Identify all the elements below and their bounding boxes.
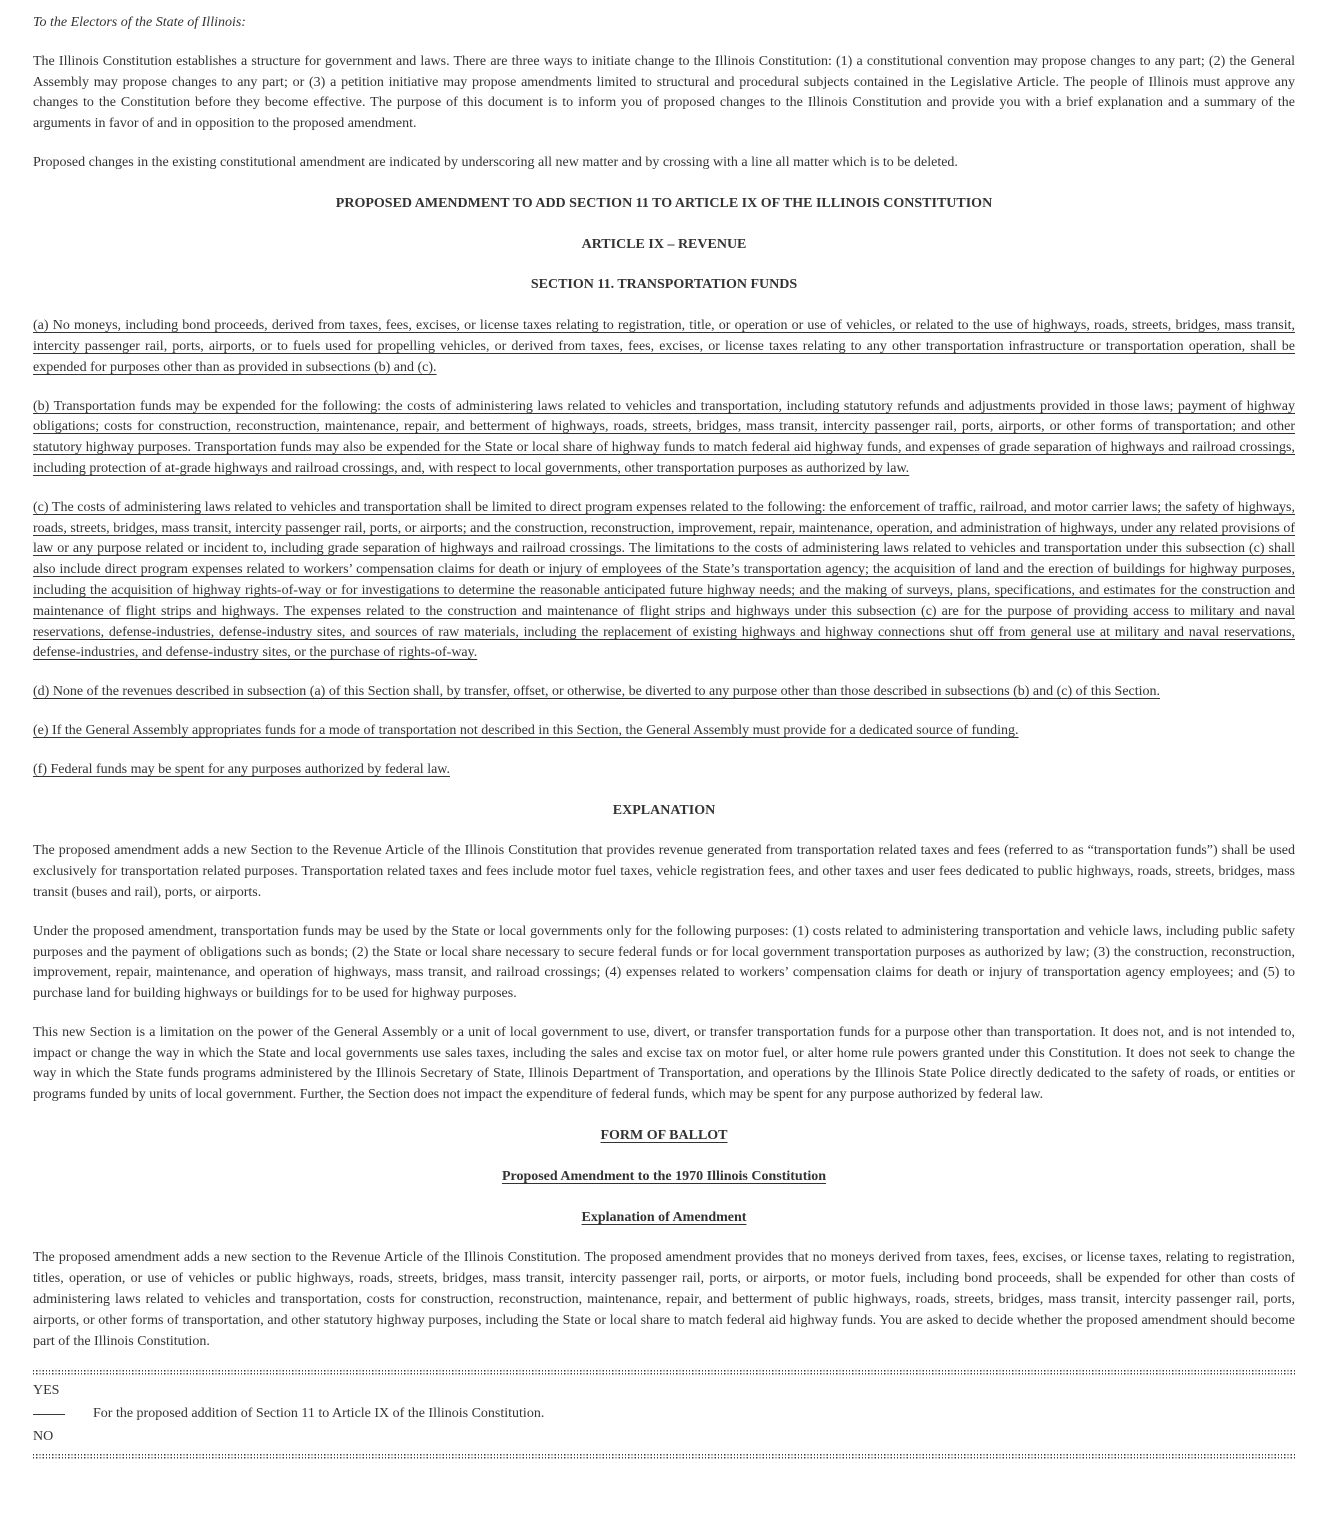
proposed-amendment-title: PROPOSED AMENDMENT TO ADD SECTION 11 TO ARTICLE IX OF THE ILLINOIS CONSTITUTION: [335, 195, 993, 211]
ballot-yes-label: YES: [33, 1383, 60, 1399]
explanation-paragraph-3: This new Section is a limitation on the power of the General Assembly or a unit of local government to use, divert, or transfer transportation funds for a purpose other than transportation. It does not, and is not intended to, impact or change the way in which the State and local governments use sales taxes, including the sales and excise tax on motor fuel, or alter home rule powers granted under this Constitution. It does not seek to change the way in which the State funds programs administered by the Illinois Secretary of State, Illinois Department of Transportation, and operations by the Illinois State Police directly dedicated to the safety of roads, or entities or programs funded by units of local government. Further, the Section does not impact the expenditure of federal funds, which may be spent for any purpose authorized by federal law.: [33, 1024, 1295, 1103]
form-of-ballot-heading: FORM OF BALLOT: [600, 1128, 728, 1144]
subsection-d: (d) None of the revenues described in subsection (a) of this Section shall, by transfer, offset, or otherwise, be diverted to any purpose other than those described in subsections (b) and (c) of this Section.: [33, 684, 1161, 700]
ballot-no-label: NO: [33, 1429, 54, 1445]
article-heading: ARTICLE IX – REVENUE: [581, 236, 747, 252]
subsection-e: (e) If the General Assembly appropriates funds for a mode of transportation not described in this Section, the General Assembly must provide for a dedicated source of funding.: [33, 722, 1019, 738]
ballot-area: [33, 1370, 1295, 1458]
ballot-separator-top: [33, 1370, 1295, 1375]
subsection-f: (f) Federal funds may be spent for any purposes authorized by federal law.: [33, 761, 450, 777]
ballot-separator-bottom: [33, 1454, 1295, 1459]
salutation: To the Electors of the State of Illinois:: [33, 15, 246, 30]
section-heading: SECTION 11. TRANSPORTATION FUNDS: [530, 277, 798, 293]
subsection-a: (a) No moneys, including bond proceeds, derived from taxes, fees, excises, or license taxes relating to registration, title, or operation or use of vehicles, or related to the use of highways, roads, streets, bridges, mass transit, intercity passenger rail, ports, airports, or to fuels used for propelling vehicles, or derived from taxes, fees, excises, or license taxes relating to any other transportation infrastructure or transportation operation, shall be expended for purposes other than as provided in subsections (b) and (c).: [33, 318, 1295, 375]
explanation-paragraph-1: The proposed amendment adds a new Section to the Revenue Article of the Illinois Constitution that provides revenue generated from transportation related taxes and fees (referred to as “transportation funds”) shall be used exclusively for transportation related purposes. Transportation related taxes and fees include motor fuel taxes, vehicle registration fees, and other taxes and user fees dedicated to public highways, roads, streets, bridges, mass transit (buses and rail), ports, or airports.: [33, 843, 1295, 900]
explanation-heading: EXPLANATION: [612, 802, 716, 818]
ballot-proposition-text: For the proposed addition of Section 11 to Article IX of the Illinois Constitution.: [93, 1406, 545, 1422]
explanation-paragraph-2: Under the proposed amendment, transportation funds may be used by the State or local governments only for the following purposes: (1) costs related to administering transportation and vehicle laws, including public safety purposes and the payment of obligations such as bonds; (2) the State or local share necessary to secure federal funds or for local government transportation purposes as authorized by law; (3) the construction, reconstruction, improvement, repair, maintenance, and operation of highways, mass transit, and railroad crossings; (4) expenses related to workers’ compensation claims for death or injury of transportation agency employees; and (5) to purchase land for building highways or buildings for to be used for highway purposes.: [33, 923, 1295, 1002]
ballot-subheading-amendment: Proposed Amendment to the 1970 Illinois Constitution: [501, 1168, 827, 1184]
subsection-c: (c) The costs of administering laws related to vehicles and transportation shall be limited to direct program expenses related to the following: the enforcement of traffic, railroad, and motor carrier laws; the safety of highways, roads, streets, bridges, mass transit, intercity passenger rail, ports, or airports; and the construction, reconstruction, improvement, repair, maintenance, operation, and administration of highways, under any related provisions of law or any purpose related or incident to, including grade separation of highways and railroad crossings. The limitations to the costs of administering laws related to vehicles and transportation under this subsection (c) shall also include direct program expenses related to workers’ compensation claims for death or injury of employees of the State’s transportation agency; the acquisition of land and the erection of buildings for highway purposes, including the acquisition of highway rights-of-way or for investigations to determine the reasonable anticipated future highway needs; and the making of surveys, plans, specifications, and estimates for the construction and maintenance of flight strips and highways. The expenses related to the construction and maintenance of flight strips and highways under this subsection (c) are for the purpose of providing access to military and naval reservations, defense-industries, defense-industry sites, and sources of raw materials, including the replacement of existing highways and highway connections shut off from general use at military and naval reservations, defense-industries, and defense-industry sites, or the purchase of rights-of-way.: [33, 499, 1295, 661]
ballot-subheading-explanation: Explanation of Amendment: [581, 1209, 747, 1225]
ballot-form-paragraph: The proposed amendment adds a new section to the Revenue Article of the Illinois Constitution. The proposed amendment provides that no moneys derived from taxes, fees, excises, or license taxes, relating to registration, titles, operation, or use of vehicles or public highways, roads, streets, bridges, mass transit, intercity passenger rail, ports, or airports, or motor fuels, including bond proceeds, shall be expended for other than costs of administering laws related to vehicles and transportation, costs for construction, reconstruction, maintenance, repair, and betterment of public highways, roads, streets, bridges, mass transit, intercity passenger rail, ports, airports, or other forms of transportation, and other statutory highway purposes, including the State or local share to match federal aid highway funds. You are asked to decide whether the proposed amendment should become part of the Illinois Constitution.: [33, 1250, 1295, 1349]
ballot-proposition-row: [33, 1404, 1295, 1425]
intro-paragraph-2: Proposed changes in the existing constitutional amendment are indicated by underscoring all new matter and by crossing with a line all matter which is to be deleted.: [33, 154, 958, 170]
intro-paragraph-1: The Illinois Constitution establishes a structure for government and laws. There are three ways to initiate change to the Illinois Constitution: (1) a constitutional convention may propose changes to any part; (2) the General Assembly may propose changes to any part; or (3) a petition initiative may propose amendments limited to structural and procedural subjects contained in the Legislative Article. The people of Illinois must approve any changes to the Constitution before they become effective. The purpose of this document is to inform you of proposed changes to the Illinois Constitution and provide you with a brief explanation and a summary of the arguments in favor of and in opposition to the proposed amendment.: [33, 53, 1295, 132]
subsection-b: (b) Transportation funds may be expended for the following: the costs of administering laws related to vehicles and transportation, including statutory refunds and adjustments provided in those laws; payment of highway obligations; costs for construction, reconstruction, maintenance, repair, and betterment of highways, roads, streets, bridges, mass transit, intercity passenger rail, ports, airports, or other forms of transportation; and other statutory highway purposes. Transportation funds may also be expended for the State or local share of highway funds to match federal aid highway funds, and expenses of grade separation of highways and railroad crossings, including protection of at-grade highways and railroad crossings, and, with respect to local governments, other transportation purposes as authorized by law.: [33, 398, 1295, 476]
ballot-mark-line: [33, 1414, 65, 1415]
